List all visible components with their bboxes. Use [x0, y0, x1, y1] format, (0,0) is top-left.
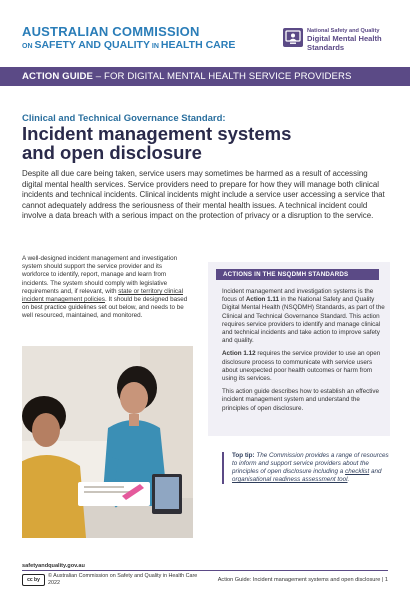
logo-line-2 [22, 39, 235, 53]
footer-copyright: © Australian Commission on Safety and Quality in Health Care 2022 [48, 573, 198, 586]
nsqdmh-wordmark [307, 28, 407, 52]
staff-photo [22, 346, 193, 538]
actions-p2-b: requires the service provider to use an open disclosure process to communicate with service users about unexpected poor health outcomes or harm from using its services. [222, 350, 381, 383]
logo-word-safety-quality: SAFETY AND QUALITY [34, 39, 150, 51]
page-title: Incident management systems and open disclosure [22, 123, 292, 163]
actions-callout [208, 262, 390, 436]
nsqdmh-line-2: Digital Mental Health [307, 34, 382, 43]
checklist-link[interactable]: checklist [345, 468, 370, 476]
readiness-tool-link[interactable]: organisational readiness assessment tool [232, 476, 348, 484]
actions-heading: ACTIONS IN THE NSQDMH STANDARDS [216, 269, 379, 280]
actions-body [222, 288, 386, 418]
logo-word-on: ON [22, 43, 35, 50]
left-body-paragraph [22, 255, 188, 321]
footer-url-link[interactable]: safetyandquality.gov.au [22, 563, 85, 569]
banner-text [22, 71, 352, 82]
clinical-incident-policies-link[interactable]: state or territory clinical incident management policies [22, 287, 183, 304]
lead-paragraph: Despite all due care being taken, service users may sometimes be harmed as a result of accessing digital mental health services. Service providers need to prepare for how they will manage both clinical incidents and technical incidents. Clinical incidents might include a service user accessing a service that cannot adequately address the seriousness of their mental health issues. A technical incident could involve a data breach with a serious impact on the protection of privacy or a disruption to the service. [22, 169, 385, 221]
nsqdmh-device-icon [283, 28, 303, 47]
top-tip-text-2: and [369, 468, 382, 476]
banner-rest: – FOR DIGITAL MENTAL HEALTH SERVICE PROVIDERS [93, 71, 352, 82]
actions-paragraph-3: This action guide describes how to establish an effective incident management system and understand the principles of open disclosure. [222, 388, 380, 412]
acsqhc-logo[interactable] [22, 25, 235, 53]
actions-paragraph-2 [222, 350, 386, 383]
nsqdmh-logo[interactable] [283, 28, 403, 52]
logo-word-health-care: HEALTH CARE [160, 39, 236, 51]
page-header [0, 0, 410, 62]
nsqdmh-line-1: National Safety and Quality [307, 28, 380, 34]
actions-paragraph-1 [222, 288, 386, 345]
top-tip-text-3: . [347, 476, 350, 484]
logo-line-1: AUSTRALIAN COMMISSION [22, 24, 200, 39]
action-1-12-label: Action 1.12 [222, 350, 256, 358]
logo-word-in: IN [149, 43, 161, 50]
left-body-part-2: . It should be designed based on best practice guidelines set out below, and needs to be well resourced, maintained, and monitored. [22, 296, 188, 320]
left-body-part-1: A well-designed incident management and investigation system should support the service provider and its workforce to identify, report, manage and learn from incidents. The system should comply with legislative requirements and, if relevant, with [22, 255, 178, 295]
top-tip-text-1: The Commission provides a range of resources to inform and support service providers about the principles of open disclosure including a [232, 452, 389, 476]
nsqdmh-line-3: Standards [307, 42, 345, 52]
action-guide-banner [0, 67, 410, 86]
top-tip-label: Top tip: [232, 452, 255, 459]
standard-kicker: Clinical and Technical Governance Standard: [22, 113, 226, 124]
footer-page-label: Action Guide: Incident management systems and open disclosure | 1 [217, 577, 388, 583]
action-1-11-label: Action 1.11 [245, 296, 280, 304]
creative-commons-icon: cc by [22, 574, 45, 586]
actions-p1-c: in the National Safety and Quality Digital Mental Health (NSQDMH) Standards, as part of the Clinical and Technical Governance Standard. This action requires service providers to identify and manage clinical and technical incidents and take action to improve safety and quality. [222, 296, 385, 345]
footer-divider [22, 570, 388, 571]
banner-strong: ACTION GUIDE [22, 71, 94, 82]
actions-p1-a: Incident management and investigation systems is the focus of [222, 288, 374, 304]
top-tip [222, 452, 394, 484]
